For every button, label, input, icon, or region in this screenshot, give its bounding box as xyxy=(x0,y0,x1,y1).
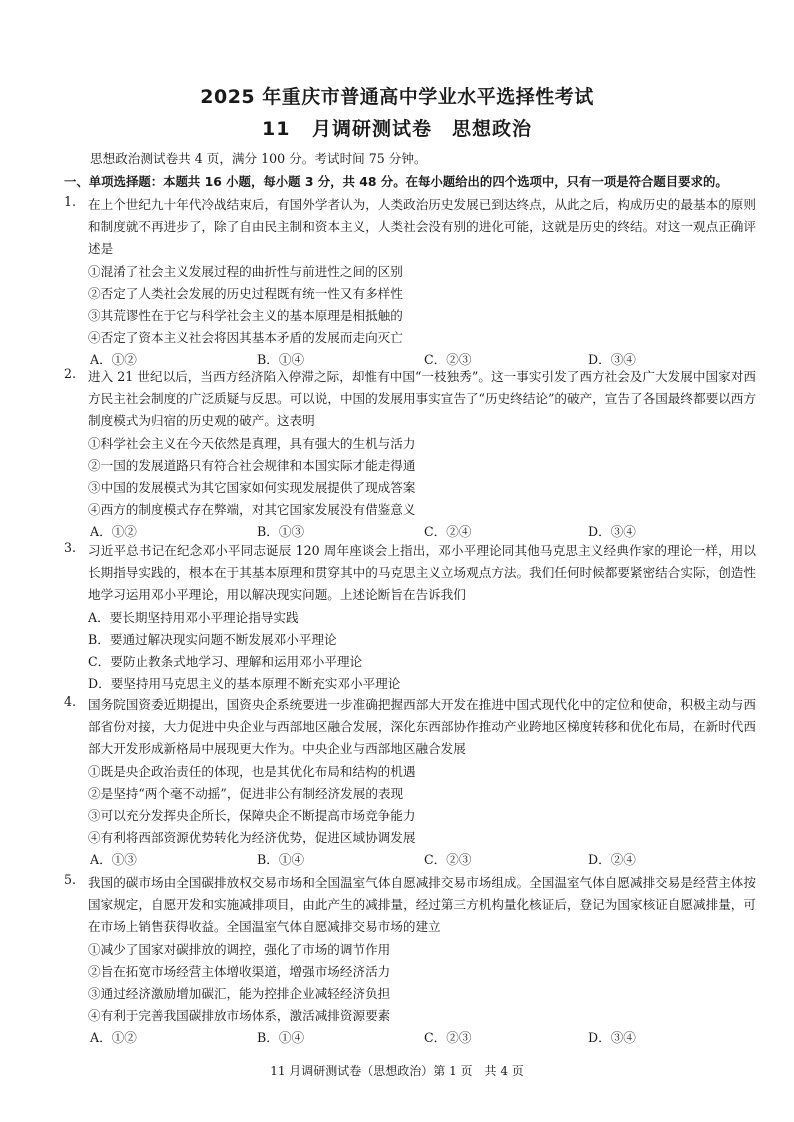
statement-option: ④否定了资本主义社会将因其基本矛盾的发展而走向灭亡 xyxy=(88,330,403,346)
statement-option: ②旨在拓宽市场经营主体增收渠道，增强市场经济活力 xyxy=(88,963,391,979)
choice-a: A．①③ xyxy=(90,852,137,868)
statement-option: ①混淆了社会主义发展过程的曲折性与前进性之间的区别 xyxy=(88,263,403,279)
choice-a: A．①② xyxy=(90,352,137,368)
question-number: 2. xyxy=(64,366,77,381)
question-5 xyxy=(64,872,756,1049)
exam-title: 2025 年重庆市普通高中学业水平选择性考试 xyxy=(200,86,594,108)
choice-d: D．③④ xyxy=(588,524,636,540)
page-footer: 11 月调研测试卷（思想政治）第 1 页 共 4 页 xyxy=(270,1064,524,1078)
choice-b: B．①④ xyxy=(257,352,305,368)
choice-d: D．③④ xyxy=(588,1030,636,1046)
answer-option: B．要通过解决现实问题不断发展邓小平理论 xyxy=(88,631,337,647)
choice-a: A．①② xyxy=(90,1030,137,1046)
question-stem: 国务院国资委近期提出，国资央企系统要进一步准确把握西部大开发在推进中国式现代化中的定位和使命，积极主动与西部省份对接，大力促进中央企业与西部地区融合发展，深化东西部协作推动产业跨地区梯度转移和优化布局，在新时代西部大开发形成新格局中展现更大作为。中央企业与西部地区融合发展 xyxy=(88,697,756,757)
answer-option: A．要长期坚持用邓小平理论指导实践 xyxy=(88,609,299,625)
question-number: 5. xyxy=(64,872,77,887)
answer-choices xyxy=(90,1027,756,1049)
question-number: 1. xyxy=(64,194,77,209)
choice-d: D．③④ xyxy=(588,352,636,368)
choice-c: C．②④ xyxy=(424,524,472,540)
choice-b: B．①④ xyxy=(257,852,305,868)
statement-option: ①科学社会主义在今天依然是真理，具有强大的生机与活力 xyxy=(88,435,416,451)
answer-option: C．要防止教条式地学习、理解和运用邓小平理论 xyxy=(88,654,363,670)
question-2 xyxy=(64,366,756,543)
statement-option: ②是坚持“两个毫不动摇”，促进非公有制经济发展的表现 xyxy=(88,785,404,801)
question-stem: 进入 21 世纪以后，当西方经济陷入停滞之际，却惟有中国“一枝独秀”。这一事实引发了西方社会及广大发展中国家对西方民主社会制度的广泛质疑与反思。可以说，中国的发展用事实宣告了“历史终结论”的破产，宣告了各国最终都要以西方制度模式为归宿的历史观的破产。这表明 xyxy=(88,369,756,429)
question-1 xyxy=(64,194,756,371)
statement-option: ①减少了国家对碳排放的调控，强化了市场的调节作用 xyxy=(88,941,391,957)
choice-c: C．②③ xyxy=(424,1030,472,1046)
choice-b: B．①③ xyxy=(257,524,305,540)
choice-a: A．①② xyxy=(90,524,137,540)
statement-option: ④西方的制度模式存在弊端，对其它国家发展没有借鉴意义 xyxy=(88,502,416,518)
choice-d: D．②④ xyxy=(588,852,636,868)
answer-option: D．要坚持用马克思主义的基本原理不断充实邓小平理论 xyxy=(88,676,401,692)
question-stem: 我国的碳市场由全国碳排放权交易市场和全国温室气体自愿减排交易市场组成。全国温室气体自愿减排交易是经营主体按国家规定，自愿开发和实施减排项目，由此产生的减排量，经过第三方机构量化核证后，登记为国家核证自愿减排量，可在市场上销售获得收益。全国温室气体自愿减排交易市场的建立 xyxy=(88,875,756,935)
question-4 xyxy=(64,694,756,871)
statement-option: ②一国的发展道路只有符合社会规律和本国实际才能走得通 xyxy=(88,457,416,473)
question-number: 3. xyxy=(64,540,77,555)
statement-option: ④有利将西部资源优势转化为经济优势，促进区域协调发展 xyxy=(88,830,416,846)
answer-choices xyxy=(90,849,756,871)
section-heading: 一、单项选择题：本题共 16 小题，每小题 3 分，共 48 分。在每小题给出的四个选项中，只有一项是符合题目要求的。 xyxy=(64,174,728,189)
statement-option: ④有利于完善我国碳排放市场体系，激活减排资源要素 xyxy=(88,1008,391,1024)
statement-option: ③可以充分发挥央企所长，保障央企不断提高市场竞争能力 xyxy=(88,808,416,824)
choice-c: C．②③ xyxy=(424,852,472,868)
statement-option: ③通过经济激励增加碳汇，能为控排企业减轻经济负担 xyxy=(88,986,391,1002)
question-number: 4. xyxy=(64,694,77,709)
question-stem: 习近平总书记在纪念邓小平同志诞辰 120 周年座谈会上指出，邓小平理论同其他马克思主义经典作家的理论一样，用以长期指导实践的，根本在于其基本原理和贯穿其中的马克思主义立场观点方法。我们任何时候都要紧密结合实际，创造性地学习运用邓小平理论，用以解决现实问题。上述论断旨在告诉我们 xyxy=(88,543,756,603)
choice-c: C．②③ xyxy=(424,352,472,368)
statement-option: ②否定了人类社会发展的历史过程既有统一性又有多样性 xyxy=(88,285,403,301)
statement-option: ③中国的发展模式为其它国家如何实现发展提供了现成答案 xyxy=(88,480,416,496)
exam-subtitle: 11 月调研测试卷 思想政治 xyxy=(261,118,533,140)
choice-b: B．①④ xyxy=(257,1030,305,1046)
exam-instructions: 思想政治测试卷共 4 页，满分 100 分。考试时间 75 分钟。 xyxy=(90,151,427,166)
statement-option: ③其荒谬性在于它与科学社会主义的基本原理是相抵触的 xyxy=(88,308,403,324)
statement-option: ①既是央企政治责任的体现，也是其优化布局和结构的机遇 xyxy=(88,763,416,779)
question-3 xyxy=(64,540,756,695)
question-stem: 在上个世纪九十年代冷战结束后，有国外学者认为，人类政治历史发展已到达终点，从此之后，构成历史的最基本的原则和制度就不再进步了，除了自由民主制和资本主义，人类社会没有别的进化可能，这就是历史的终结。对这一观点正确评述是 xyxy=(88,197,756,257)
